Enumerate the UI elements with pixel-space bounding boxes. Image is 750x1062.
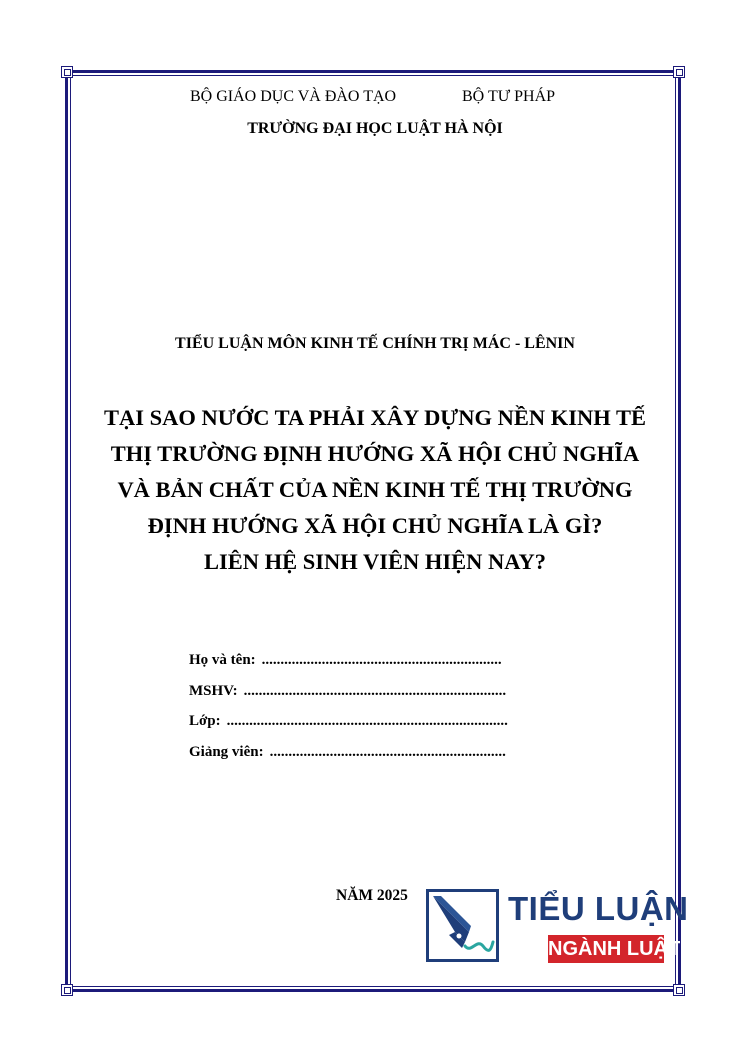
logo-text-top: TIỂU LUẬN: [508, 890, 689, 927]
border-corner-bottom-left: [61, 984, 73, 996]
field-label: Họ và tên:: [189, 652, 256, 668]
title-line: VÀ BẢN CHẤT CỦA NỀN KINH TẾ THỊ TRƯỜNG: [117, 477, 633, 502]
title-line: ĐỊNH HƯỚNG XÃ HỘI CHỦ NGHĨA LÀ GÌ?: [147, 513, 603, 538]
fountain-pen-nib-icon: [429, 892, 496, 959]
title-line: THỊ TRƯỜNG ĐỊNH HƯỚNG XÃ HỘI CHỦ NGHĨA: [110, 441, 640, 466]
field-blank: ...........................................................................: [226, 713, 508, 729]
field-class: [189, 713, 508, 744]
field-lecturer: [189, 744, 508, 775]
school-name: TRƯỜNG ĐẠI HỌC LUẬT HÀ NỘI: [247, 120, 503, 137]
title-line: LIÊN HỆ SINH VIÊN HIỆN NAY?: [204, 549, 546, 574]
field-blank: ...............................................................: [269, 743, 506, 760]
year-label: NĂM 2025: [336, 887, 408, 904]
essay-title: [0, 400, 750, 580]
title-line: TẠI SAO NƯỚC TA PHẢI XÂY DỰNG NỀN KINH TẾ: [104, 405, 646, 430]
field-full-name: [189, 652, 508, 683]
field-label: MSHV:: [189, 682, 238, 699]
border-corner-bottom-right: [673, 984, 685, 996]
ministry-justice: BỘ TƯ PHÁP: [462, 88, 556, 105]
border-corner-top-left: [61, 66, 73, 78]
field-blank: ................................................................: [261, 652, 502, 668]
subject-line: TIỂU LUẬN MÔN KINH TẾ CHÍNH TRỊ MÁC - LÊNIN: [175, 335, 575, 352]
logo-mark: [426, 889, 499, 962]
field-blank: ......................................................................: [243, 682, 507, 699]
logo-text-badge: NGÀNH LUẬT: [548, 935, 664, 963]
border-corner-top-right: [673, 66, 685, 78]
field-label: Lớp:: [189, 713, 221, 729]
field-label: Giảng viên:: [189, 743, 264, 760]
ministry-education: BỘ GIÁO DỤC VÀ ĐÀO TẠO: [190, 88, 397, 105]
student-info-fields: [189, 652, 508, 774]
field-student-id: [189, 683, 508, 714]
